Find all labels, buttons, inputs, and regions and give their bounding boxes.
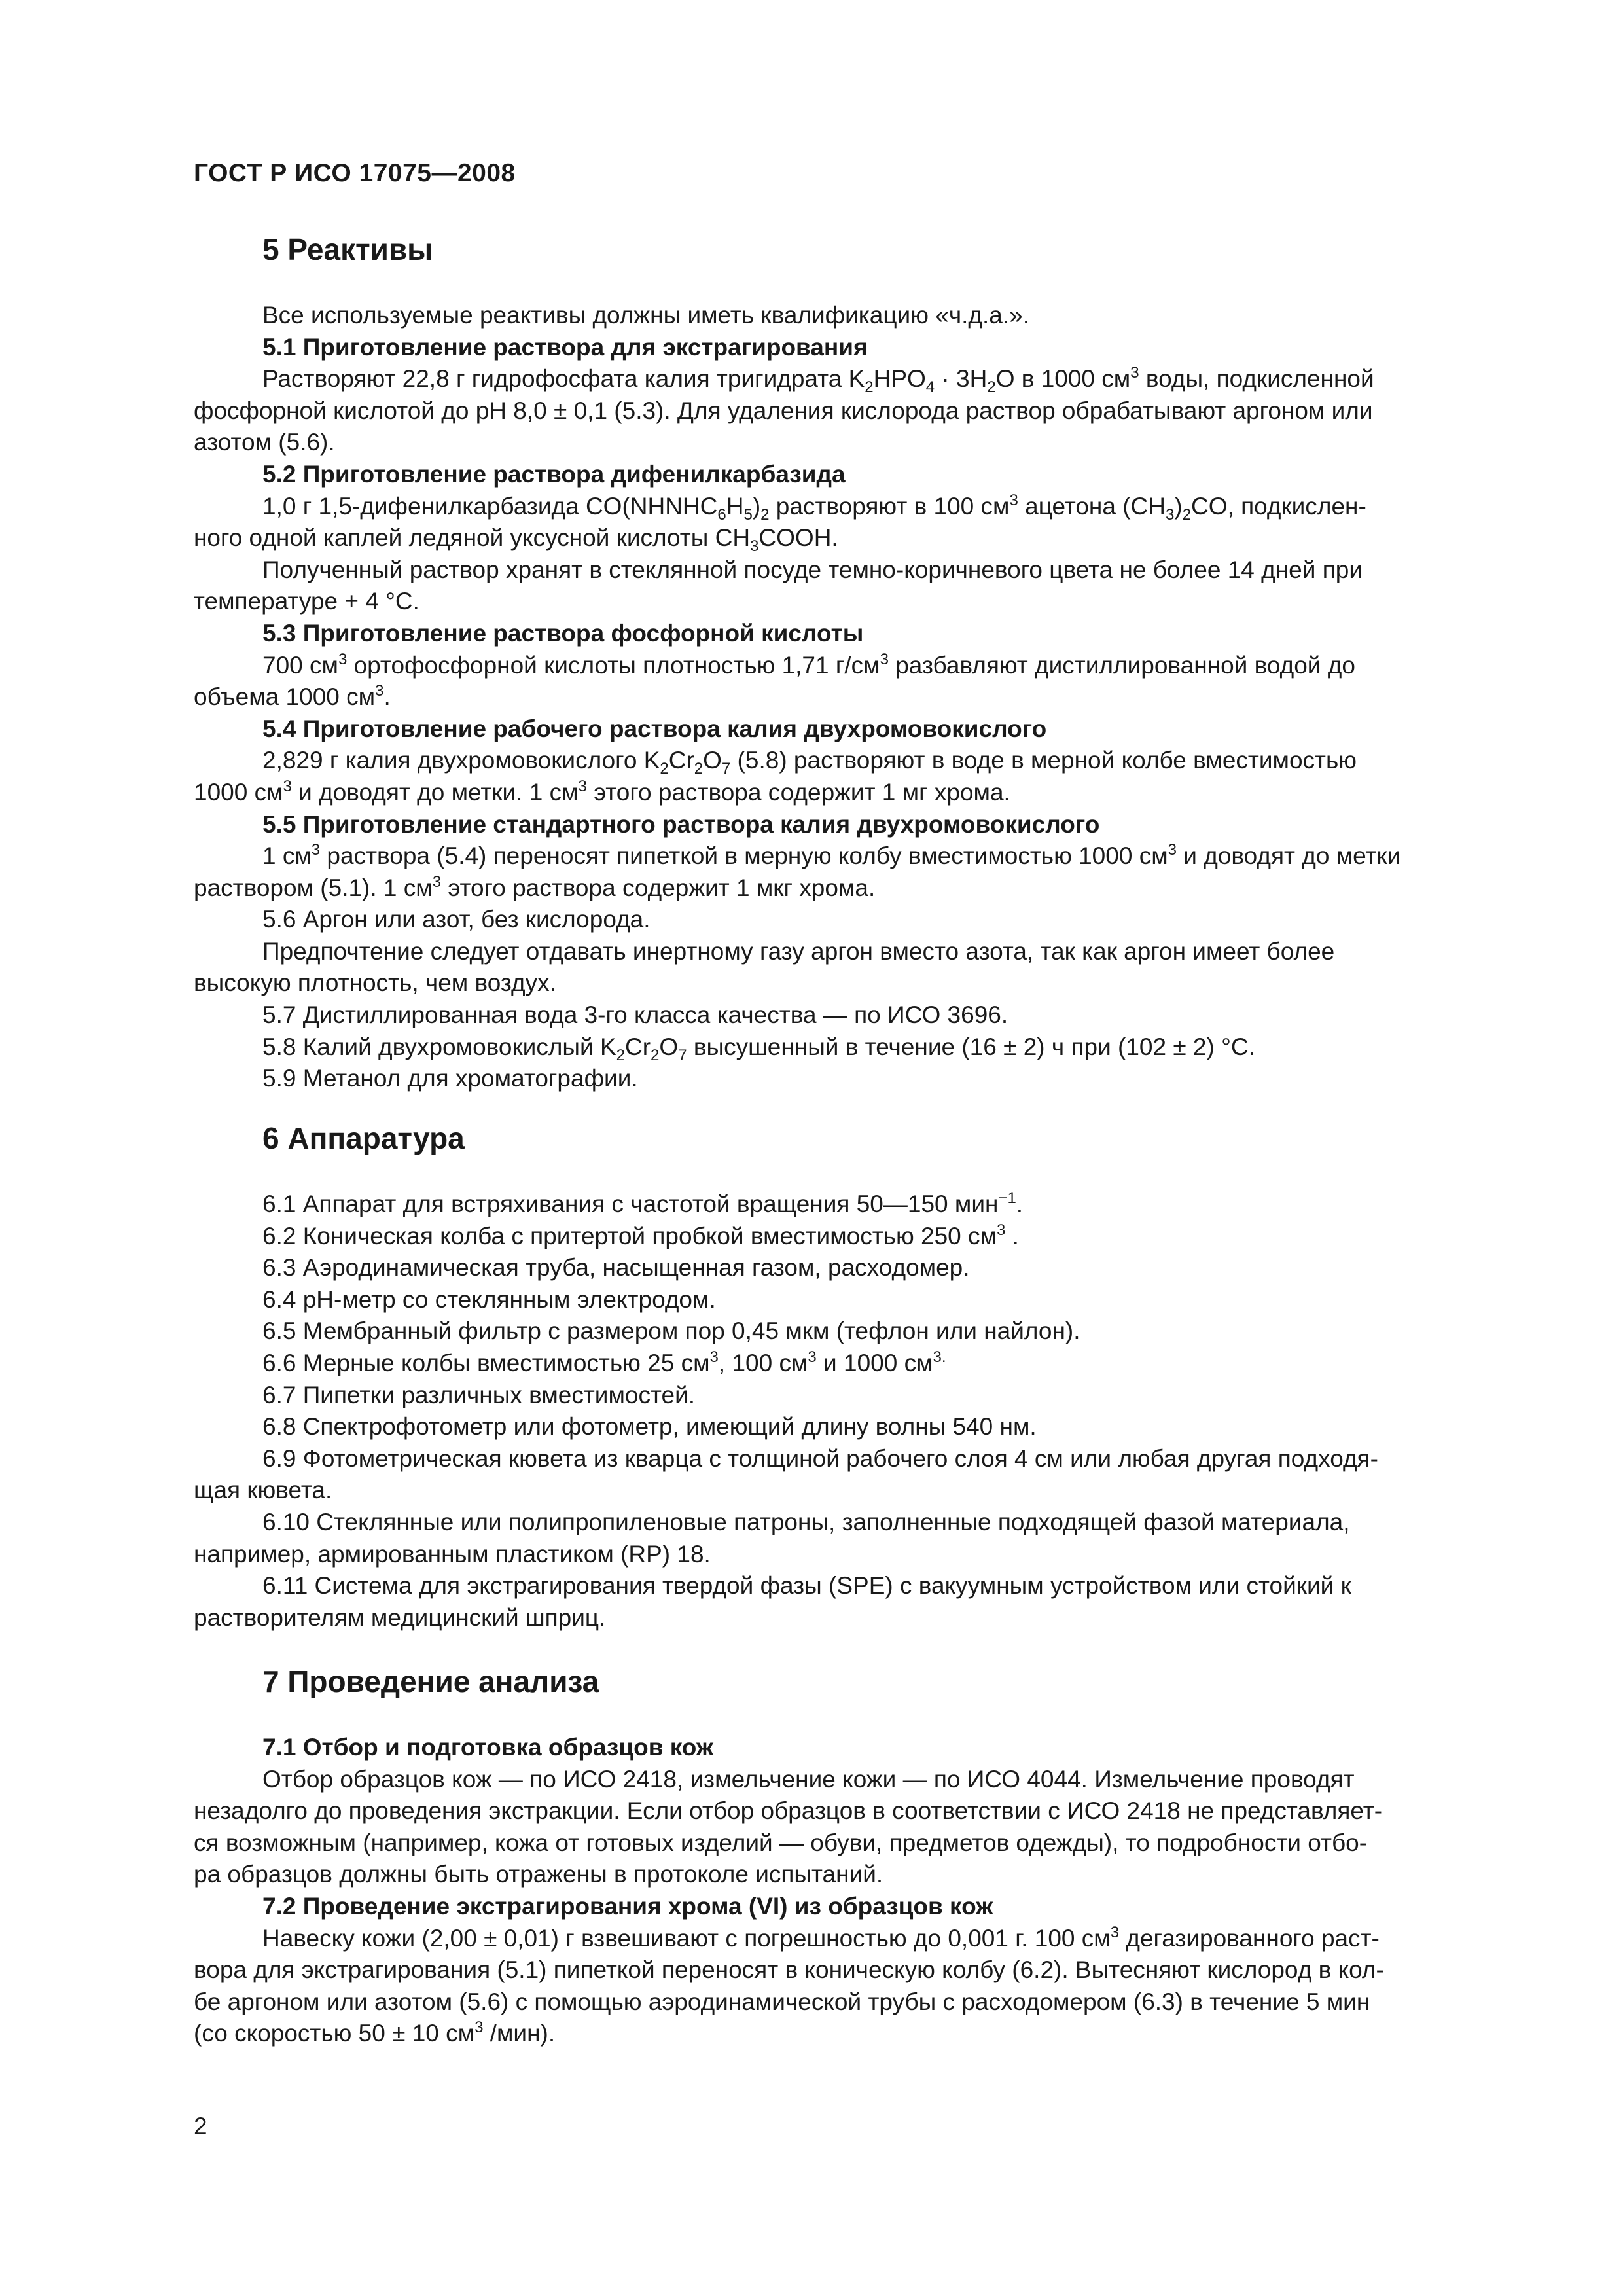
text-line: 6.4 pH-метр со стеклянным электродом. xyxy=(262,1285,716,1313)
text-line: раствором (5.1). 1 $см^3$ этого раствора содержит 1 мкг хрома. xyxy=(194,872,876,901)
text-line: Навеску кожи (2,00 ± 0,01) г взвешивают с погрешностью до 0,001 г. 100 $см^3$ дегазированного раст- xyxy=(262,1923,1380,1952)
section-6-body xyxy=(194,1189,1493,1634)
text-line: Предпочтение следует отдавать инертному газу аргон вместо азота, так как аргон имеет более xyxy=(262,937,1335,965)
subsection-title: 5.5 Приготовление стандартного раствора калия двухромовокислого xyxy=(262,810,1100,838)
text-line: 6.8 Спектрофотометр или фотометр, имеющий длину волны 540 нм. xyxy=(262,1413,1037,1441)
text-line: ра образцов должны быть отражены в протоколе испытаний. xyxy=(194,1861,883,1888)
text-line: 6.3 Аэродинамическая труба, насыщенная газом, расходомер. xyxy=(262,1254,970,1282)
subsection-title: 5.1 Приготовление раствора для экстрагирования xyxy=(262,333,868,361)
text-line: 700 $см^3$ ортофосфорной кислоты плотностью 1,71 $г/см^3$ разбавляют дистиллированной водой до xyxy=(262,650,1355,679)
subsection-title: 5.2 Приготовление раствора дифенилкарбазида xyxy=(262,460,846,488)
section-title-7: 7 Проведение анализа xyxy=(262,1664,599,1698)
section-title-5: 5 Реактивы xyxy=(262,232,433,266)
text-line: 6.2 Коническая колба с притертой пробкой вместимостью 250 $см^3$ . xyxy=(262,1221,1019,1249)
text-line: (со скоростью 50 ± 10 $см^3$ /мин). xyxy=(194,2018,556,2047)
subsection-title: 5.4 Приготовление рабочего раствора калия двухромовокислого xyxy=(262,715,1047,742)
text-line: 6.10 Стеклянные или полипропиленовые патроны, заполненные подходящей фазой материала, xyxy=(262,1508,1350,1535)
text-line: объема 1000 $см^3$. xyxy=(194,682,391,711)
document-header: ГОСТ Р ИСО 17075—2008 xyxy=(194,159,516,187)
text-line: вора для экстрагирования (5.1) пипеткой переносят в коническую колбу (6.2). Вытесняют кислород в кол- xyxy=(194,1956,1384,1984)
text-line: Полученный раствор хранят в стеклянной посуде темно-коричневого цвета не более 14 дней при xyxy=(262,556,1363,583)
text-line: азотом (5.6). xyxy=(194,429,335,456)
text-line: Отбор образцов кож — по ИСО 2418, измельчение кожи — по ИСО 4044. Измельчение проводят xyxy=(262,1765,1355,1793)
text-line: 1,0 г 1,5-дифенилкарбазида $CO(NHNHC_6H_5)_2$ растворяют в 100 $см^3$ ацетона $(CH_3)_2CO$, подкислен- xyxy=(262,491,1366,524)
text-line: 6.11 Система для экстрагирования твердой фазы (SPE) с вакуумным устройством или стойкий к xyxy=(262,1572,1351,1600)
text-line: например, армированным пластиком (RP) 18. xyxy=(194,1540,711,1568)
text-line: 1000 $см^3$ и доводят до метки. 1 $см^3$ этого раствора содержит 1 мг хрома. xyxy=(194,777,1010,806)
text-line: 6.6 Мерные колбы вместимостью 25 $см^3$, 100 $см^3$ и 1000 $см^{3.}$ xyxy=(262,1348,946,1376)
text-line: 5.7 Дистиллированная вода 3-го класса качества — по ИСО 3696. xyxy=(262,1001,1008,1029)
text-line: ного одной каплей ледяной уксусной кислоты $CH_3COOH$. xyxy=(194,524,838,556)
subsection-title: 7.1 Отбор и подготовка образцов кож xyxy=(262,1734,714,1761)
text-line: бе аргоном или азотом (5.6) с помощью аэродинамической трубы с расходомером (6.3) в течение 5 мин xyxy=(194,1988,1370,2015)
page-number: 2 xyxy=(194,2113,207,2140)
text-line: растворителям медицинский шприц. xyxy=(194,1604,606,1631)
text-line: Растворяют 22,8 г гидрофосфата калия тригидрата $K_2HPO_4 \cdot 3H_2O$ в 1000 $см^3$ воды, подкисленной xyxy=(262,364,1374,397)
text-line: 1 $см^3$ раствора (5.4) переносят пипеткой в мерную колбу вместимостью 1000 $см^3$ и доводят до метки xyxy=(262,841,1401,870)
text-line: щая кювета. xyxy=(194,1477,332,1504)
text-line: 6.1 Аппарат для встряхивания с частотой вращения 50—150 мин$^{-1}$. xyxy=(262,1189,1024,1217)
text-line: 5.9 Метанол для хроматографии. xyxy=(262,1065,638,1092)
section-title-6: 6 Аппаратура xyxy=(262,1121,465,1155)
text-line: 5.8 Калий двухромовокислый $K_2Cr_2O_7$ высушенный в течение (16 ± 2) ч при (102 ± 2) °С. xyxy=(262,1033,1255,1064)
text-line: температуре + 4 °С. xyxy=(194,588,419,615)
text-line: высокую плотность, чем воздух. xyxy=(194,969,556,997)
subsection-title: 7.2 Проведение экстрагирования хрома (VI) из образцов кож xyxy=(262,1892,993,1920)
section-7-body xyxy=(194,1732,1493,2050)
text-line: 6.9 Фотометрическая кювета из кварца с толщиной рабочего слоя 4 см или любая другая подходя- xyxy=(262,1444,1378,1472)
text-line: Все используемые реактивы должны иметь квалификацию «ч.д.а.». xyxy=(262,302,1029,329)
text-line: 5.6 Аргон или азот, без кислорода. xyxy=(262,906,651,933)
text-line: фосфорной кислотой до pH 8,0 ± 0,1 (5.3). Для удаления кислорода раствор обрабатывают аргоном или xyxy=(194,397,1373,424)
text-line: незадолго до проведения экстракции. Если отбор образцов в соответствии с ИСО 2418 не представляет- xyxy=(194,1797,1383,1825)
section-5-body xyxy=(194,300,1493,1095)
text-line: 6.7 Пипетки различных вместимостей. xyxy=(262,1381,696,1408)
text-line: ся возможным (например, кожа от готовых изделий — обуви, предметов одежды), то подробности отбо- xyxy=(194,1829,1368,1856)
text-line: 6.5 Мембранный фильтр с размером пор 0,45 мкм (тефлон или найлон). xyxy=(262,1318,1080,1345)
text-line: 2,829 г калия двухромовокислого $K_2Cr_2O_7$ (5.8) растворяют в воде в мерной колбе вместимостью xyxy=(262,747,1357,778)
subsection-title: 5.3 Приготовление раствора фосфорной кислоты xyxy=(262,619,864,647)
